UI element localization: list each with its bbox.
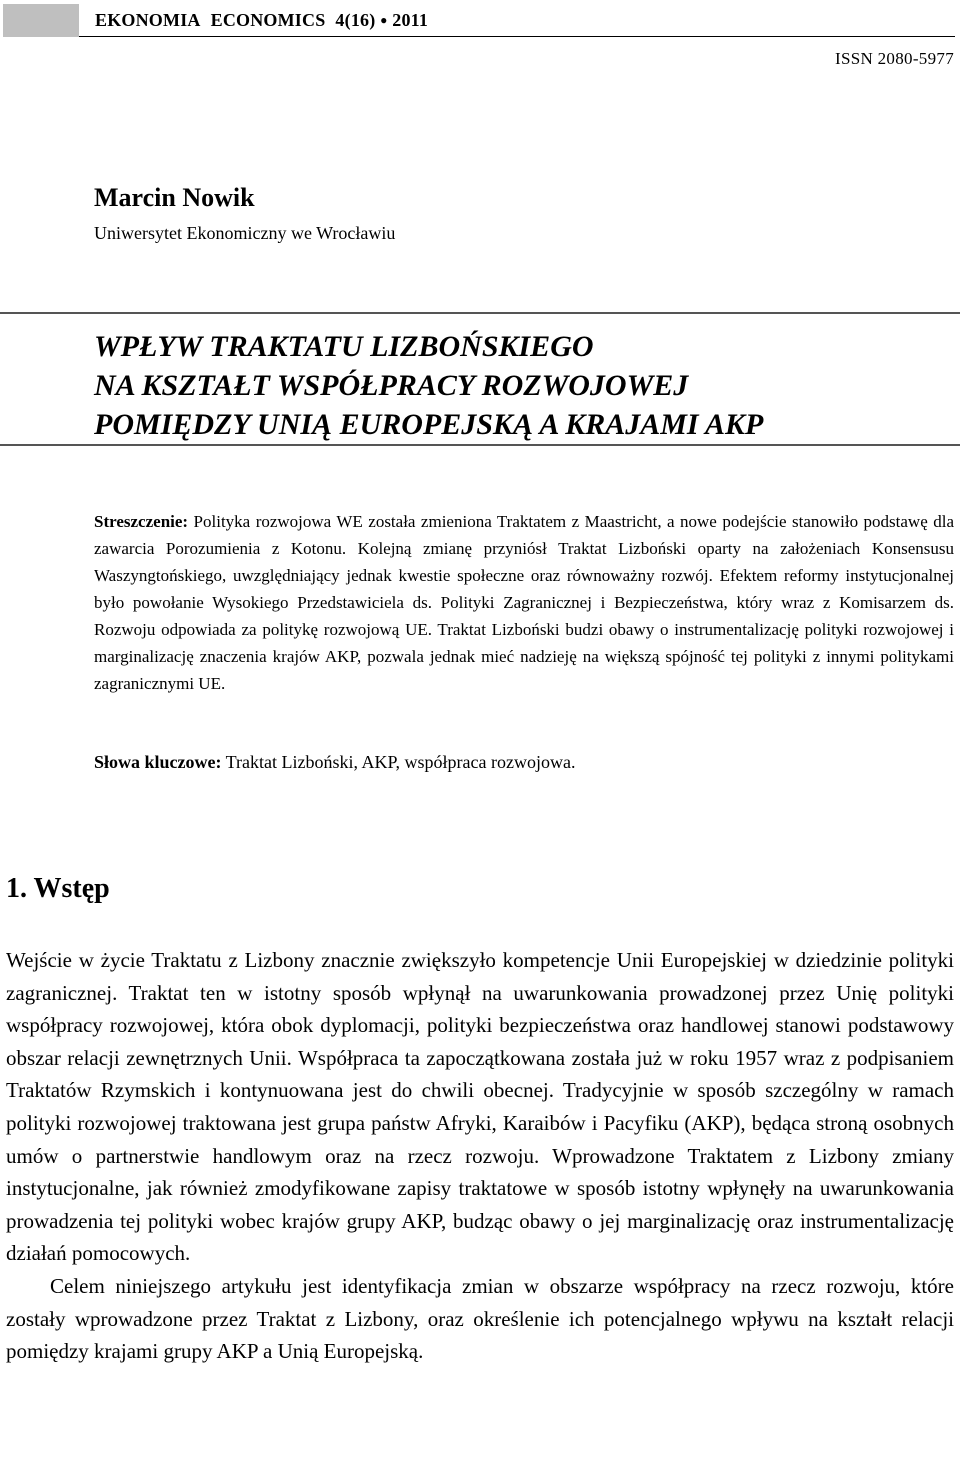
body-paragraph: Wejście w życie Traktatu z Lizbony znacznie zwiększyło kompetencje Unii Europejskiej w dziedzinie polityki zagranicznej. Traktat ten w istotny sposób wpłynął na uwarunkowania prowadzonej przez Unię polityki współpracy rozwojowej, która obok dyplomacji, polityki bezpieczeństwa oraz handlowej stanowi podstawowy obszar relacji zewnętrznych Unii. Współpraca ta zapoczątkowana została już w roku 1957 wraz z podpisaniem Traktatów Rzymskich i kontynuowana jest do chwili obecnej. Tradycyjnie w sposób szczególny w ramach polityki rozwojowej traktowana jest grupa państw Afryki, Karaibów i Pacyfiku (AKP), będąca stroną osobnych umów o partnerstwie handlowym oraz na rzecz rozwoju. Wprowadzone Traktatem z Lizbony zmiany instytucjonalne, jak również zmodyfikowane zapisy traktatowe w sposób istotny wpłynęły na uwarunkowania prowadzenia tej polityki wobec krajów grupy AKP, budząc obawy o jej marginalizację oraz instrumentalizację działań pomocowych. xyxy=(6,948,954,1266)
section-heading: 1. Wstęp xyxy=(6,873,110,904)
body-paragraph: Celem niniejszego artykułu jest identyfikacja zmian w obszarze współpracy na rzecz rozwoju, które zostały wprowadzone przez Traktat z Lizbony, oraz określenie ich potencjalnego wpływu na kształt relacji pomiędzy krajami grupy AKP a Unią Europejską. xyxy=(6,1273,954,1364)
author-affiliation: Uniwersytet Ekonomiczny we Wrocławiu xyxy=(94,223,396,243)
title-line: WPŁYW TRAKTATU LIZBOŃSKIEGO xyxy=(94,330,594,363)
journal-name-en: ECONOMICS xyxy=(210,9,326,30)
bullet-icon: ● xyxy=(380,12,388,27)
section-body xyxy=(6,944,954,1368)
header-gray-block xyxy=(3,4,79,37)
author-name: Marcin Nowik xyxy=(94,183,255,212)
title-rule-bottom xyxy=(0,444,960,446)
abstract xyxy=(94,508,954,697)
keywords-text: Traktat Lizboński, AKP, współpraca rozwojowa. xyxy=(221,752,576,772)
article-title xyxy=(94,327,954,444)
issn-number: ISSN 2080-5977 xyxy=(835,49,954,68)
title-rule-top xyxy=(0,312,960,314)
title-line: NA KSZTAŁT WSPÓŁPRACY ROZWOJOWEJ xyxy=(94,369,689,402)
journal-title xyxy=(79,4,955,37)
journal-issue: 4(16) xyxy=(335,9,376,30)
abstract-text: Polityka rozwojowa WE została zmieniona Traktatem z Maastricht, a nowe podejście stanowiło podstawę dla zawarcia Porozumienia z Kotonu. Kolejną zmianę przyniósł Traktat Lizboński oparty na założeniach Konsensusu Waszyngtońskiego, uwzględniający jednak kwestie społeczne oraz równoważny rozwój. Efektem reformy instytucjonalnej było powołanie Wysokiego Przedstawiciela ds. Polityki Zagranicznej i Bezpieczeństwa, który wraz z Komisarzem ds. Rozwoju odpowiada za politykę rozwojową UE. Traktat Lizboński budzi obawy o instrumentalizację polityki rozwojowej i marginalizację znaczenia krajów AKP, pozwala jednak mieć nadzieję na większą spójność tej polityki z innymi politykami zagranicznymi UE. xyxy=(94,512,954,693)
journal-name: EKONOMIA xyxy=(95,9,201,30)
abstract-label: Streszczenie: xyxy=(94,512,189,531)
title-line: POMIĘDZY UNIĄ EUROPEJSKĄ A KRAJAMI AKP xyxy=(94,408,764,441)
keywords-label: Słowa kluczowe: xyxy=(94,752,222,772)
journal-year: 2011 xyxy=(392,9,429,30)
journal-header xyxy=(3,4,955,37)
keywords xyxy=(94,752,954,773)
